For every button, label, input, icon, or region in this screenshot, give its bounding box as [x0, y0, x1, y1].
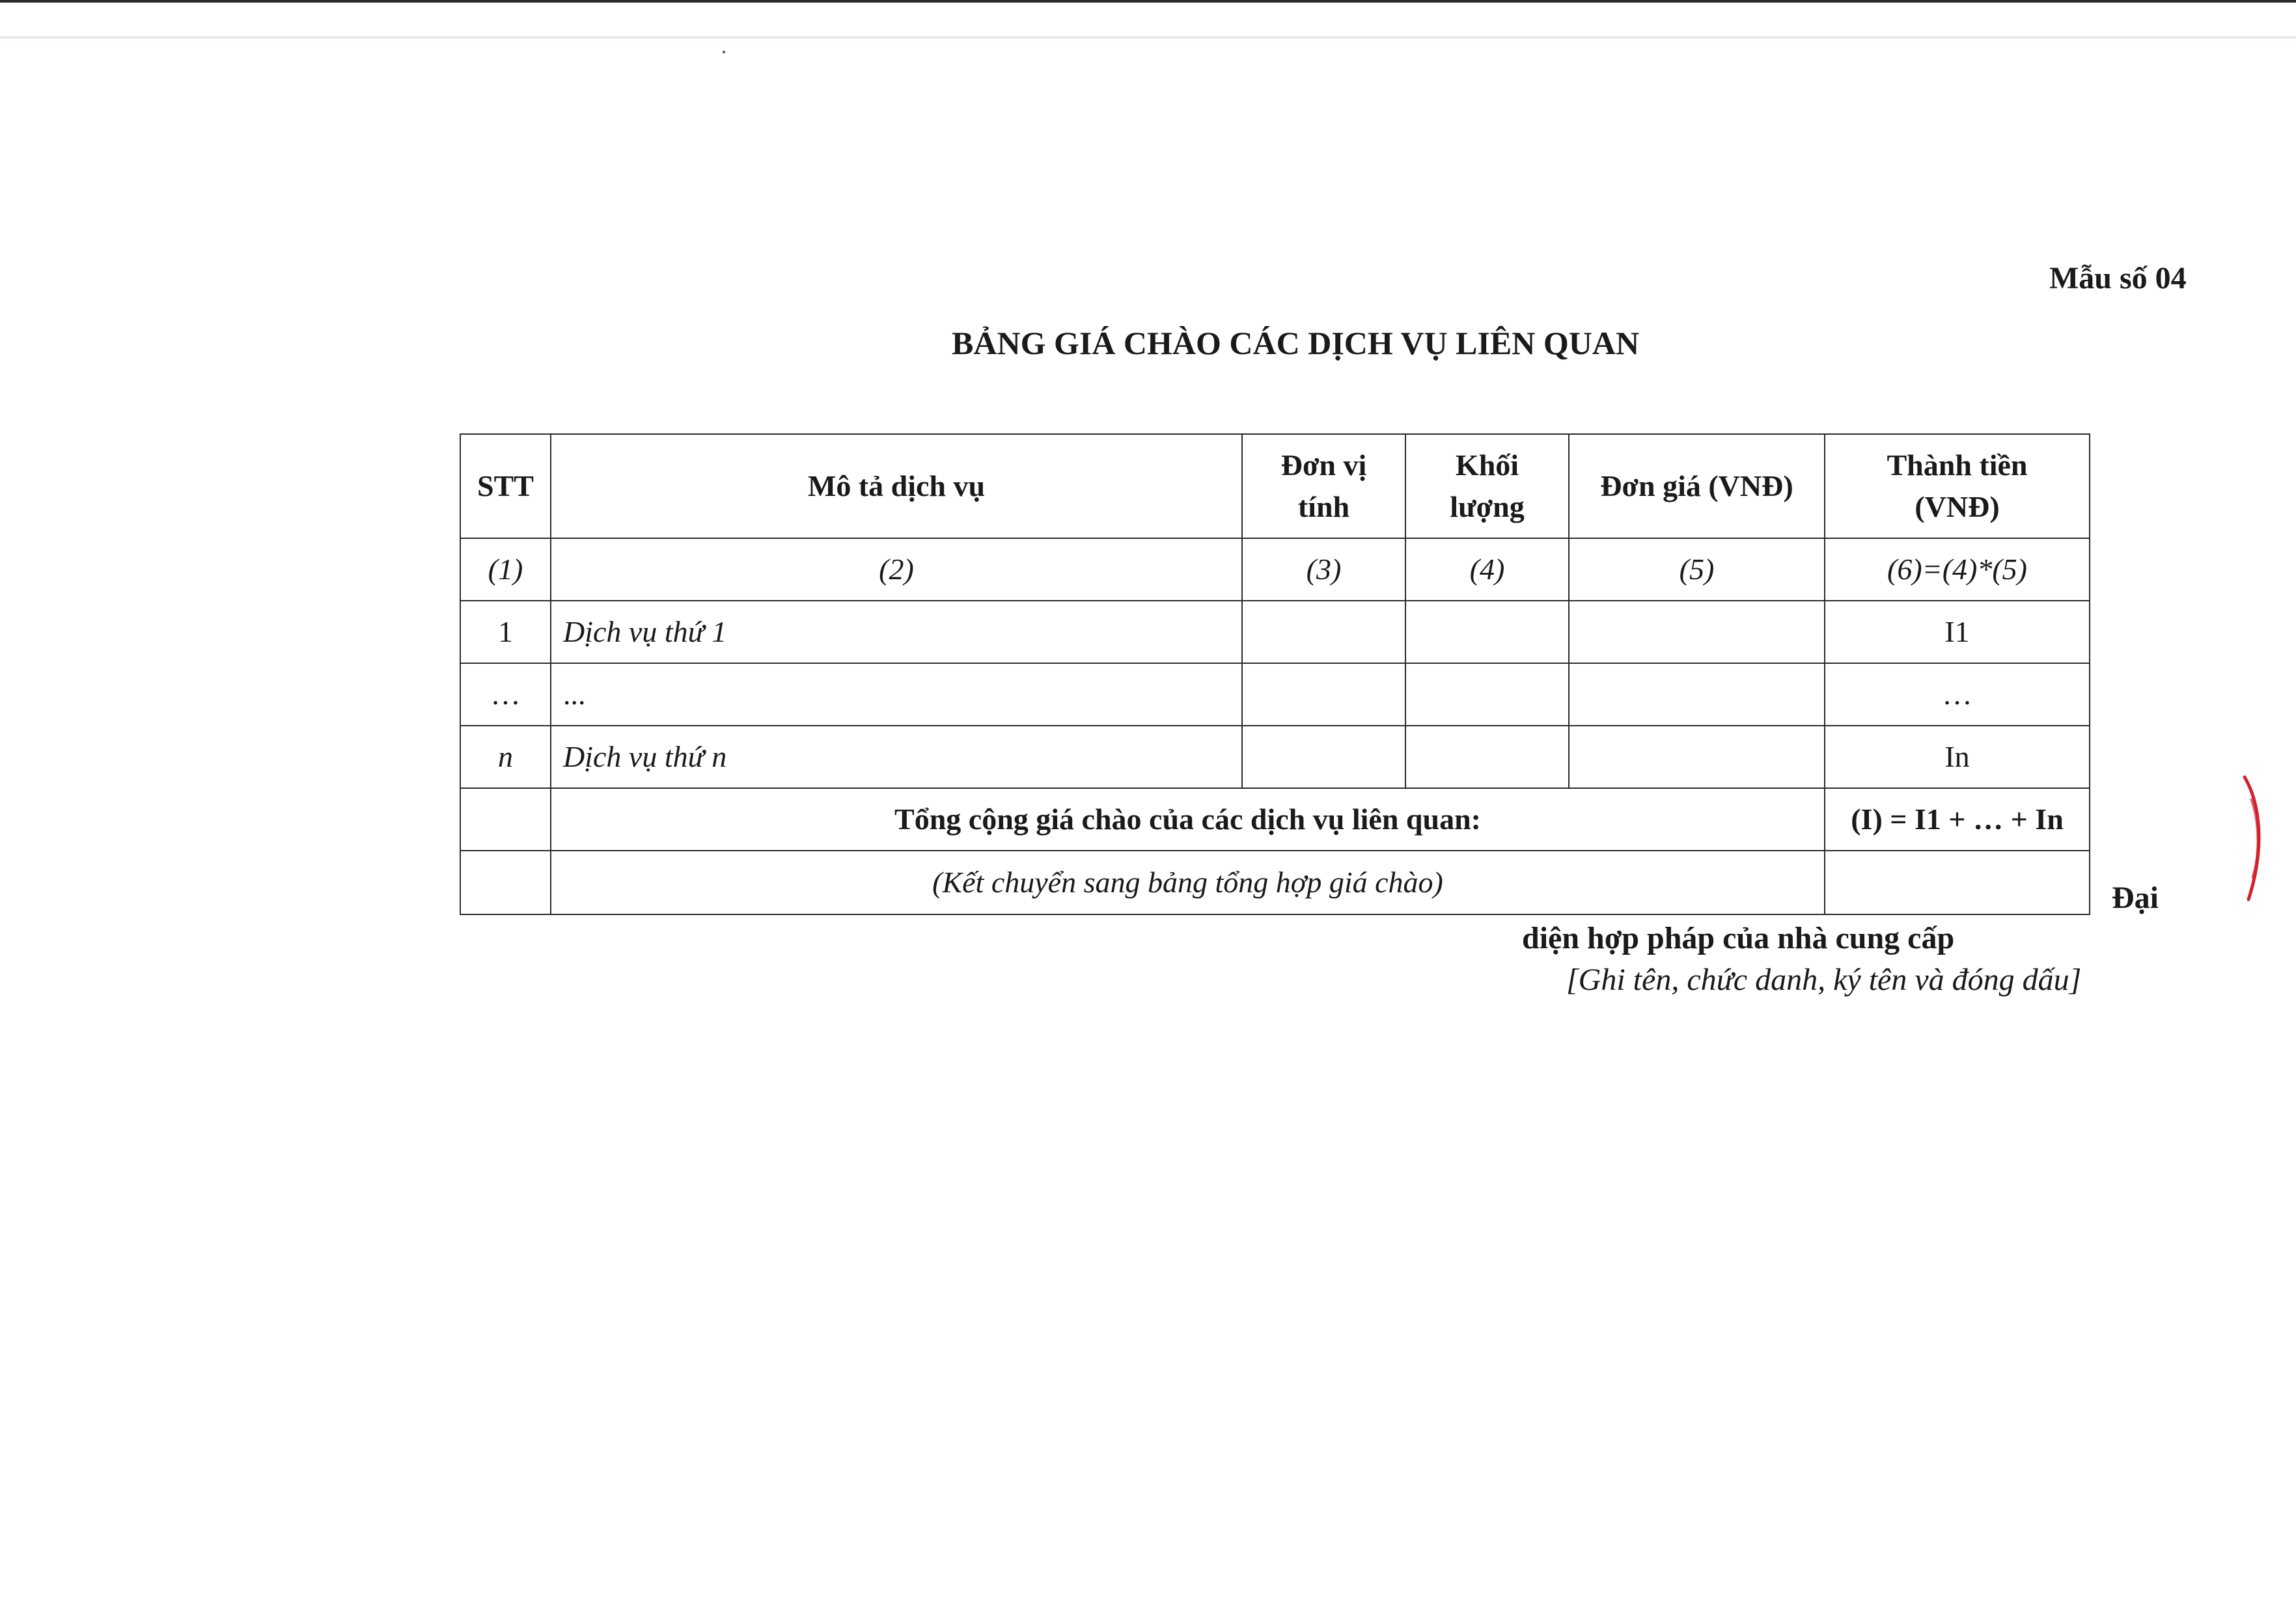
note-empty-cell: [1825, 851, 2090, 914]
table-row: [460, 601, 2090, 663]
row-amount: In: [1825, 726, 2090, 788]
row-quantity: [1405, 663, 1569, 726]
row-description: Dịch vụ thứ n: [551, 726, 1242, 788]
price-quote-table: [460, 433, 2090, 915]
document-title: BẢNG GIÁ CHÀO CÁC DỊCH VỤ LIÊN QUAN: [952, 325, 1640, 361]
row-unit-price: [1569, 601, 1825, 663]
index-cell: (1): [460, 538, 551, 601]
row-unit-price: [1569, 726, 1825, 788]
header-unit-text: Đơn vị tính: [1280, 448, 1367, 523]
index-cell: (4): [1405, 538, 1569, 601]
header-quantity-text: Khối lượng: [1450, 448, 1525, 523]
carry-note: (Kết chuyển sang bảng tổng hợp giá chào): [551, 851, 1825, 914]
total-empty-cell: [460, 788, 551, 851]
total-row: [460, 788, 2090, 851]
row-description: ...: [551, 663, 1242, 726]
row-unit: [1242, 726, 1405, 788]
carry-note-row: [460, 851, 2090, 914]
total-label: Tổng cộng giá chào của các dịch vụ liên quan:: [551, 788, 1825, 851]
header-description: Mô tả dịch vụ: [551, 434, 1242, 538]
column-index-row: [460, 538, 2090, 601]
index-cell: (5): [1569, 538, 1825, 601]
scan-edge-line: [0, 0, 2296, 3]
header-unit-price: Đơn giá (VNĐ): [1569, 434, 1825, 538]
signature-line-start: Đại: [2112, 881, 2159, 915]
header-stt: STT: [460, 434, 551, 538]
header-unit: [1242, 434, 1405, 538]
scan-dust-dot: [723, 51, 725, 53]
header-quantity: [1405, 434, 1569, 538]
row-unit: [1242, 601, 1405, 663]
row-description: Dịch vụ thứ 1: [551, 601, 1242, 663]
row-stt: …: [460, 663, 551, 726]
signature-instruction: [Ghi tên, chức danh, ký tên và đóng dấu]: [1566, 963, 2082, 997]
row-unit: [1242, 663, 1405, 726]
table-row: [460, 726, 2090, 788]
table-row: [460, 663, 2090, 726]
row-stt: 1: [460, 601, 551, 663]
scan-edge-rule: [0, 36, 2296, 38]
form-number: Mẫu số 04: [2049, 261, 2187, 295]
index-cell: (6)=(4)*(5): [1825, 538, 2090, 601]
signature-role: diện hợp pháp của nhà cung cấp: [1522, 921, 1955, 955]
row-quantity: [1405, 601, 1569, 663]
row-stt: n: [460, 726, 551, 788]
red-stamp-edge-mark: [2232, 773, 2271, 903]
note-empty-cell: [460, 851, 551, 914]
row-unit-price: [1569, 663, 1825, 726]
index-cell: (2): [551, 538, 1242, 601]
row-quantity: [1405, 726, 1569, 788]
header-amount: [1825, 434, 2090, 538]
row-amount: I1: [1825, 601, 2090, 663]
header-amount-text: Thành tiền (VNĐ): [1887, 448, 2028, 523]
index-cell: (3): [1242, 538, 1405, 601]
row-amount: …: [1825, 663, 2090, 726]
table-header-row: [460, 434, 2090, 538]
total-value: (I) = I1 + … + In: [1825, 788, 2090, 851]
